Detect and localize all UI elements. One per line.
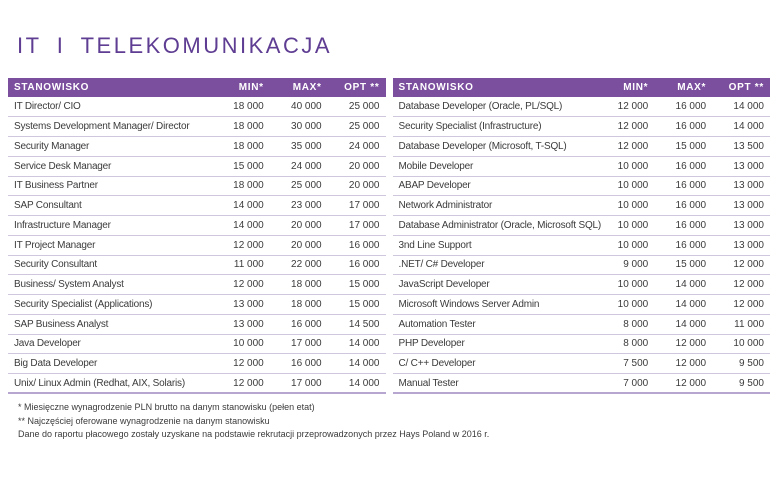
min-cell: 11 000	[212, 255, 270, 275]
table-row	[393, 255, 771, 275]
min-cell: 9 000	[596, 255, 654, 275]
column-header-position: STANOWISKO	[8, 78, 212, 97]
position-cell: Automation Tester	[393, 314, 597, 334]
min-cell: 12 000	[212, 235, 270, 255]
max-cell: 35 000	[270, 137, 328, 157]
max-cell: 40 000	[270, 97, 328, 117]
opt-cell: 13 000	[712, 216, 770, 236]
min-cell: 12 000	[596, 117, 654, 137]
position-cell: Security Consultant	[8, 255, 212, 275]
salary-tables	[8, 78, 770, 394]
opt-cell: 20 000	[328, 176, 386, 196]
position-cell: Network Administrator	[393, 196, 597, 216]
position-cell: Database Developer (Oracle, PL/SQL)	[393, 97, 597, 117]
opt-cell: 25 000	[328, 97, 386, 117]
table-row	[8, 196, 386, 216]
min-cell: 7 500	[596, 354, 654, 374]
table-row	[393, 235, 771, 255]
max-cell: 24 000	[270, 156, 328, 176]
table-row	[393, 137, 771, 157]
footnote-opt: ** Najczęściej oferowane wynagrodzenie na danym stanowisku	[18, 415, 270, 426]
table-row	[393, 354, 771, 374]
table-row	[8, 374, 386, 394]
table-row	[393, 156, 771, 176]
min-cell: 12 000	[596, 137, 654, 157]
position-cell: Mobile Developer	[393, 156, 597, 176]
position-cell: 3nd Line Support	[393, 235, 597, 255]
position-cell: SAP Business Analyst	[8, 314, 212, 334]
opt-cell: 9 500	[712, 354, 770, 374]
column-header-opt: OPT **	[712, 78, 770, 97]
max-cell: 30 000	[270, 117, 328, 137]
max-cell: 16 000	[654, 156, 712, 176]
min-cell: 8 000	[596, 334, 654, 354]
max-cell: 16 000	[654, 117, 712, 137]
opt-cell: 25 000	[328, 117, 386, 137]
min-cell: 12 000	[212, 354, 270, 374]
max-cell: 14 000	[654, 275, 712, 295]
table-header	[8, 78, 386, 97]
opt-cell: 15 000	[328, 275, 386, 295]
max-cell: 20 000	[270, 216, 328, 236]
max-cell: 17 000	[270, 374, 328, 394]
opt-cell: 12 000	[712, 255, 770, 275]
opt-cell: 24 000	[328, 137, 386, 157]
opt-cell: 13 500	[712, 137, 770, 157]
max-cell: 16 000	[654, 176, 712, 196]
table-row	[393, 314, 771, 334]
position-cell: Manual Tester	[393, 374, 597, 394]
page-title: IT I TELEKOMUNIKACJA	[17, 33, 333, 58]
max-cell: 12 000	[654, 374, 712, 394]
position-cell: Big Data Developer	[8, 354, 212, 374]
min-cell: 15 000	[212, 156, 270, 176]
position-cell: Security Manager	[8, 137, 212, 157]
opt-cell: 14 500	[328, 314, 386, 334]
position-cell: PHP Developer	[393, 334, 597, 354]
position-cell: Business/ System Analyst	[8, 275, 212, 295]
salary-table-right	[393, 78, 771, 394]
footnote-source: Dane do raportu płacowego zostały uzyskane na podstawie rekrutacji przeprowadzonych przez Hays Poland w 2016 r.	[18, 429, 490, 439]
min-cell: 10 000	[596, 216, 654, 236]
opt-cell: 17 000	[328, 216, 386, 236]
position-cell: ABAP Developer	[393, 176, 597, 196]
min-cell: 13 000	[212, 314, 270, 334]
min-cell: 12 000	[596, 97, 654, 117]
opt-cell: 14 000	[712, 97, 770, 117]
table-row	[8, 156, 386, 176]
column-header-min: MIN*	[212, 78, 270, 97]
position-cell: C/ C++ Developer	[393, 354, 597, 374]
table-row	[8, 216, 386, 236]
table-row	[8, 354, 386, 374]
table-body	[8, 97, 386, 393]
max-cell: 17 000	[270, 334, 328, 354]
table-row	[8, 235, 386, 255]
max-cell: 16 000	[270, 354, 328, 374]
min-cell: 10 000	[596, 275, 654, 295]
position-cell: IT Director/ CIO	[8, 97, 212, 117]
header-row	[8, 78, 386, 97]
salary-table-left	[8, 78, 386, 394]
table-row	[8, 295, 386, 315]
min-cell: 14 000	[212, 196, 270, 216]
position-cell: Infrastructure Manager	[8, 216, 212, 236]
min-cell: 18 000	[212, 97, 270, 117]
opt-cell: 20 000	[328, 156, 386, 176]
table-row	[393, 196, 771, 216]
table-row	[8, 275, 386, 295]
position-cell: IT Business Partner	[8, 176, 212, 196]
opt-cell: 14 000	[328, 354, 386, 374]
opt-cell: 16 000	[328, 255, 386, 275]
max-cell: 23 000	[270, 196, 328, 216]
min-cell: 10 000	[596, 295, 654, 315]
footnote-min-max: * Miesięczne wynagrodzenie PLN brutto na danym stanowisku (pełen etat)	[18, 402, 315, 412]
table-header	[393, 78, 771, 97]
column-header-max: MAX*	[654, 78, 712, 97]
table-row	[8, 117, 386, 137]
position-cell: JavaScript Developer	[393, 275, 597, 295]
column-header-opt: OPT **	[328, 78, 386, 97]
min-cell: 14 000	[212, 216, 270, 236]
min-cell: 10 000	[596, 176, 654, 196]
min-cell: 10 000	[212, 334, 270, 354]
min-cell: 10 000	[596, 196, 654, 216]
table-row	[8, 255, 386, 275]
header-row	[393, 78, 771, 97]
min-cell: 18 000	[212, 137, 270, 157]
max-cell: 20 000	[270, 235, 328, 255]
opt-cell: 17 000	[328, 196, 386, 216]
min-cell: 7 000	[596, 374, 654, 394]
opt-cell: 13 000	[712, 196, 770, 216]
max-cell: 22 000	[270, 255, 328, 275]
table-row	[8, 334, 386, 354]
column-header-position: STANOWISKO	[393, 78, 597, 97]
max-cell: 14 000	[654, 314, 712, 334]
position-cell: Security Specialist (Applications)	[8, 295, 212, 315]
max-cell: 18 000	[270, 295, 328, 315]
column-header-max: MAX*	[270, 78, 328, 97]
max-cell: 16 000	[654, 196, 712, 216]
table-row	[393, 295, 771, 315]
position-cell: Security Specialist (Infrastructure)	[393, 117, 597, 137]
min-cell: 13 000	[212, 295, 270, 315]
column-header-min: MIN*	[596, 78, 654, 97]
opt-cell: 16 000	[328, 235, 386, 255]
opt-cell: 15 000	[328, 295, 386, 315]
opt-cell: 14 000	[328, 374, 386, 394]
position-cell: Unix/ Linux Admin (Redhat, AIX, Solaris)	[8, 374, 212, 394]
footnotes	[18, 401, 489, 442]
max-cell: 16 000	[654, 97, 712, 117]
position-cell: Microsoft Windows Server Admin	[393, 295, 597, 315]
table-row	[393, 334, 771, 354]
min-cell: 12 000	[212, 374, 270, 394]
max-cell: 16 000	[654, 216, 712, 236]
position-cell: Database Administrator (Oracle, Microsoft SQL)	[393, 216, 597, 236]
opt-cell: 10 000	[712, 334, 770, 354]
table-row	[393, 97, 771, 117]
opt-cell: 13 000	[712, 156, 770, 176]
table-row	[393, 216, 771, 236]
opt-cell: 13 000	[712, 235, 770, 255]
table-row	[8, 137, 386, 157]
max-cell: 18 000	[270, 275, 328, 295]
position-cell: Java Developer	[8, 334, 212, 354]
max-cell: 15 000	[654, 255, 712, 275]
position-cell: SAP Consultant	[8, 196, 212, 216]
position-cell: Service Desk Manager	[8, 156, 212, 176]
position-cell: Systems Development Manager/ Director	[8, 117, 212, 137]
max-cell: 25 000	[270, 176, 328, 196]
min-cell: 12 000	[212, 275, 270, 295]
min-cell: 10 000	[596, 156, 654, 176]
max-cell: 12 000	[654, 354, 712, 374]
table-row	[393, 117, 771, 137]
opt-cell: 14 000	[712, 117, 770, 137]
opt-cell: 14 000	[328, 334, 386, 354]
max-cell: 12 000	[654, 334, 712, 354]
opt-cell: 9 500	[712, 374, 770, 394]
table-row	[8, 176, 386, 196]
min-cell: 18 000	[212, 117, 270, 137]
max-cell: 14 000	[654, 295, 712, 315]
opt-cell: 12 000	[712, 275, 770, 295]
min-cell: 18 000	[212, 176, 270, 196]
opt-cell: 12 000	[712, 295, 770, 315]
min-cell: 10 000	[596, 235, 654, 255]
table-row	[393, 176, 771, 196]
opt-cell: 11 000	[712, 314, 770, 334]
min-cell: 8 000	[596, 314, 654, 334]
max-cell: 15 000	[654, 137, 712, 157]
table-row	[393, 275, 771, 295]
table-row	[8, 314, 386, 334]
table-row	[393, 374, 771, 394]
position-cell: Database Developer (Microsoft, T-SQL)	[393, 137, 597, 157]
position-cell: IT Project Manager	[8, 235, 212, 255]
max-cell: 16 000	[654, 235, 712, 255]
position-cell: .NET/ C# Developer	[393, 255, 597, 275]
table-row	[8, 97, 386, 117]
opt-cell: 13 000	[712, 176, 770, 196]
max-cell: 16 000	[270, 314, 328, 334]
table-body	[393, 97, 771, 393]
